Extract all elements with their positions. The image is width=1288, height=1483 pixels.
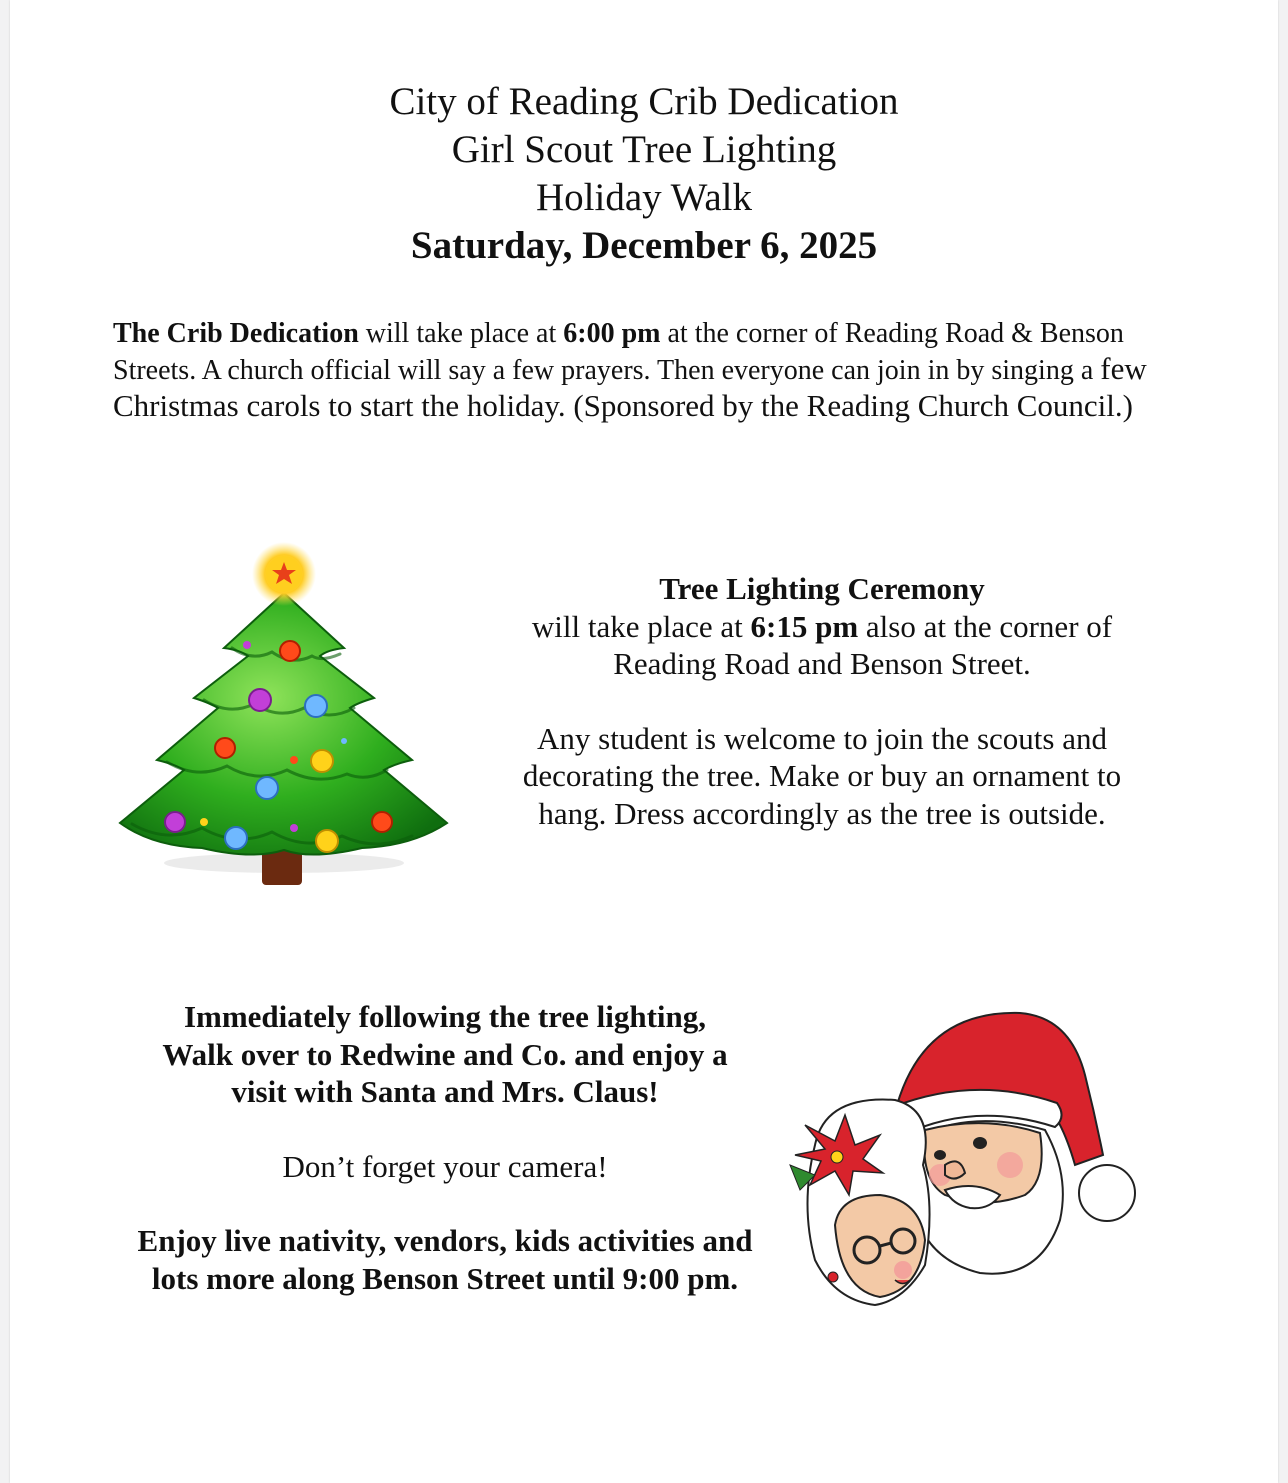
tree-text-1: will take place at: [531, 608, 751, 644]
event-date: Saturday, December 6, 2025: [410, 224, 878, 267]
santa-line-2: Walk over to Redwine and Co. and enjoy a: [162, 1036, 728, 1072]
flyer-header: [0, 78, 1288, 270]
camera-reminder: Don’t forget your camera!: [282, 1148, 608, 1184]
crib-dedication-paragraph: [113, 316, 1183, 425]
tree-time: 6:15 pm: [750, 608, 859, 644]
tree-lighting-section: [482, 570, 1162, 832]
santa-and-mrs-claus-icon: [785, 1005, 1145, 1310]
crib-title: The Crib Dedication: [113, 318, 359, 349]
tree-student-line-3: hang. Dress accordingly as the tree is outside.: [538, 795, 1106, 831]
header-line-2: Girl Scout Tree Lighting: [451, 128, 837, 171]
crib-text-2: at the corner of Reading Road & Benson Streets. A church official will say a few prayers. Then everyone can join in by singing a: [113, 318, 1124, 386]
christmas-tree-icon: [112, 538, 457, 898]
tree-lighting-line-1: [482, 608, 1162, 646]
crib-text-3: few Christmas carols to start the holiday. (Sponsored by the Reading Church Council.): [113, 351, 1147, 423]
header-line-3: Holiday Walk: [535, 176, 753, 219]
activities-line-2: lots more along Benson Street until 9:00 pm.: [151, 1260, 739, 1296]
crib-text-1: will take place at: [358, 318, 564, 349]
tree-student-line-2: decorating the tree. Make or buy an ornament to: [522, 758, 1122, 793]
santa-line-1: Immediately following the tree lighting,: [183, 999, 707, 1034]
tree-lighting-title: Tree Lighting Ceremony: [659, 571, 985, 606]
crib-time: 6:00 pm: [563, 318, 661, 349]
tree-lighting-line-2: Reading Road and Benson Street.: [613, 646, 1031, 681]
activities-line-1: Enjoy live nativity, vendors, kids activities and: [137, 1223, 753, 1258]
tree-student-line-1: Any student is welcome to join the scouts and: [537, 720, 1107, 756]
santa-visit-section: [95, 998, 795, 1297]
tree-text-2: also at the corner of: [858, 608, 1113, 644]
santa-line-3: visit with Santa and Mrs. Claus!: [231, 1074, 659, 1109]
header-line-1: City of Reading Crib Dedication: [389, 80, 899, 123]
